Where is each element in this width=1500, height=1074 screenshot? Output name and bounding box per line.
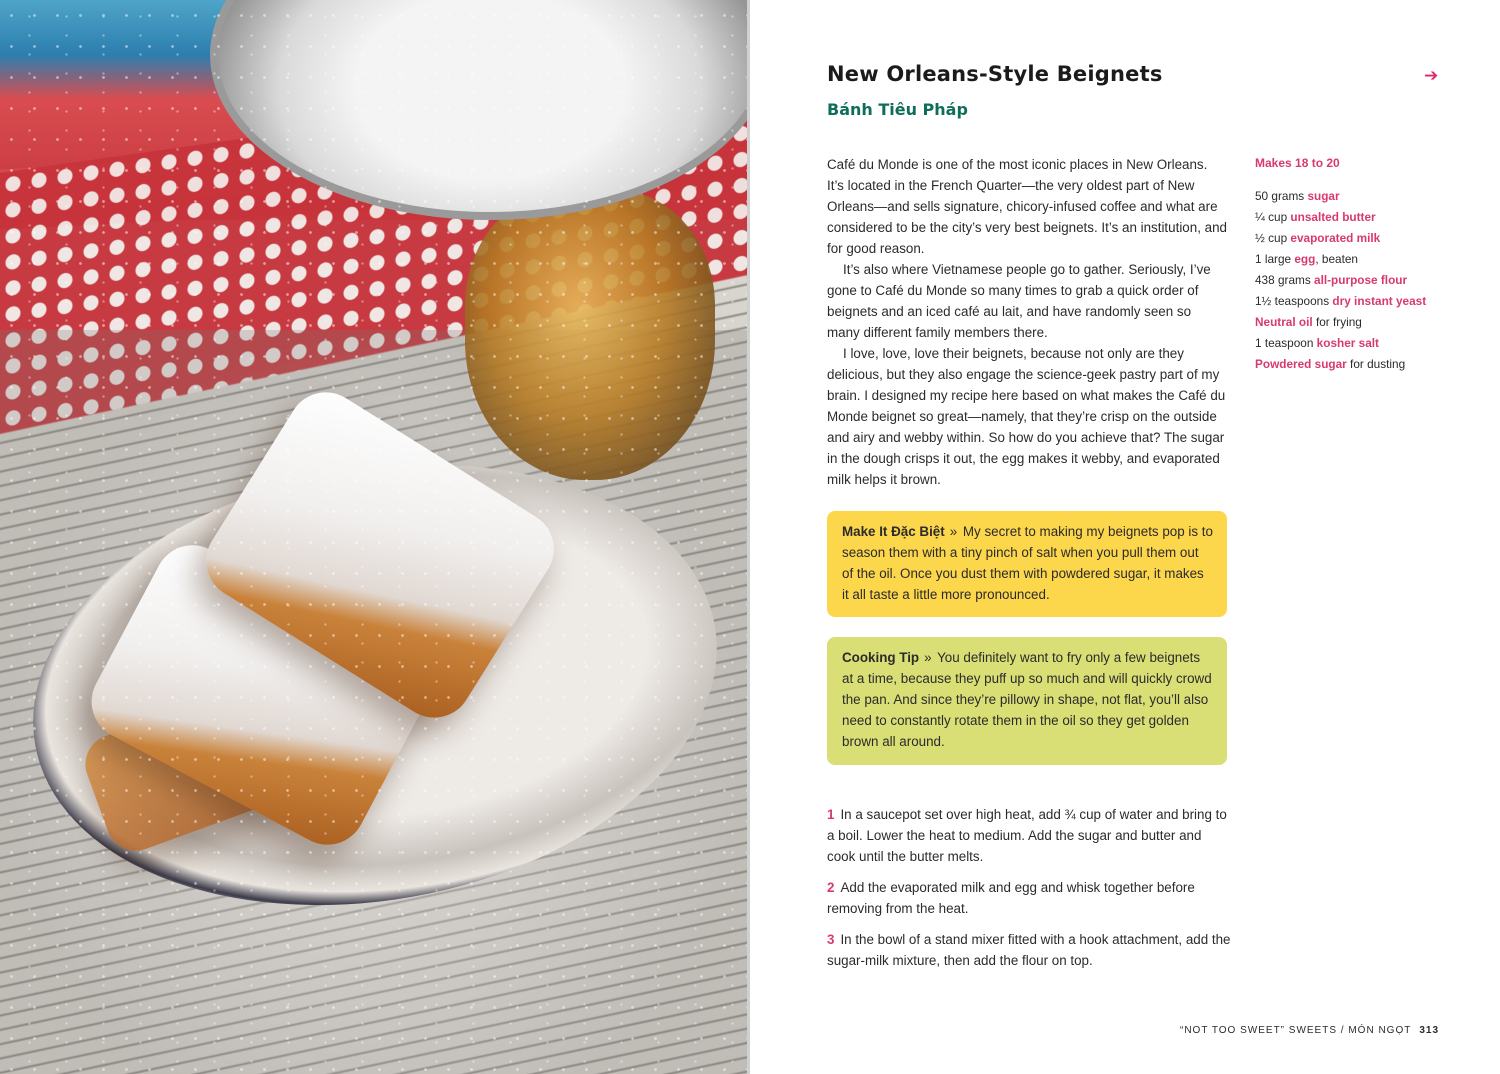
arrow-right-icon: ➔	[1424, 66, 1439, 86]
intro-paragraph: Café du Monde is one of the most iconic places in New Orleans. It’s located in the French Quarter—the very oldest part of New Orleans—and sells signature, chicory-infused coffee and what are considered to be the city’s very best beignets. It’s an institution, and for good reason.	[827, 157, 1227, 256]
step-number: 1	[827, 807, 835, 822]
ingredient-item: 1 teaspoon kosher salt	[1255, 336, 1379, 350]
ingredient-list	[1255, 186, 1455, 375]
callout-label: Cooking Tip	[842, 650, 920, 665]
ingredient-item: Powdered sugar for dusting	[1255, 357, 1406, 371]
ingredient-item: 1 large egg, beaten	[1255, 252, 1358, 266]
footer-section: “NOT TOO SWEET” SWEETS / MÓN NGỌT	[1180, 1025, 1412, 1036]
make-it-dac-biet-callout	[827, 511, 1227, 617]
intro-paragraph: I love, love, love their beignets, because not only are they delicious, but they also engage the science-geek pastry part of my brain. I designed my recipe here based on what makes the Café du Monde beignet so great—namely, that they’re crisp on the outside and airy and webby within. So how do you achieve that? The sugar in the dough crisps it out, the egg makes it webby, and evaporated milk helps it brown.	[827, 346, 1226, 487]
callout-text: My secret to making my beignets pop is to season them with a tiny pinch of salt when you pull them out of the oil. Once you dust them with powdered sugar, it makes it all taste a little more pronounced.	[842, 524, 1213, 602]
callout-text: You definitely want to fry only a few beignets at a time, because they puff up so much and will quickly crowd the pan. And since they’re pillowy in shape, not flat, you’ll also need to constantly rotate them in the oil so they get golden brown all around.	[842, 650, 1212, 749]
callout-separator: »	[924, 650, 932, 665]
step-number: 3	[827, 932, 835, 947]
step-text: In a saucepot set over high heat, add ¾ cup of water and bring to a boil. Lower the heat to medium. Add the sugar and butter and cook until the butter melts.	[827, 807, 1227, 864]
recipe-subtitle: Bánh Tiêu Pháp	[827, 100, 968, 119]
recipe-step	[827, 877, 1232, 919]
ingredient-item: 1½ teaspoons dry instant yeast	[1255, 294, 1427, 308]
ingredient-item: Neutral oil for frying	[1255, 315, 1362, 329]
callout-separator: »	[949, 524, 958, 539]
step-text: Add the evaporated milk and egg and whisk together before removing from the heat.	[827, 880, 1195, 916]
recipe-steps	[827, 804, 1232, 981]
intro-paragraph: It’s also where Vietnamese people go to gather. Seriously, I’ve gone to Café du Monde so many times to grab a quick order of beignets and an iced café au lait, and have randomly seen so many different family members there.	[827, 262, 1211, 340]
recipe-title: New Orleans-Style Beignets	[827, 62, 1163, 86]
recipe-step	[827, 804, 1232, 867]
ingredient-item: ½ cup evaporated milk	[1255, 231, 1381, 245]
callout-label: Make It Đặc Biệt	[842, 524, 945, 539]
step-number: 2	[827, 880, 835, 895]
cooking-tip-callout	[827, 637, 1227, 765]
ingredient-item: ¼ cup unsalted butter	[1255, 210, 1376, 224]
ingredient-item: 438 grams all-purpose flour	[1255, 273, 1408, 287]
recipe-yield: Makes 18 to 20	[1255, 156, 1340, 170]
step-text: In the bowl of a stand mixer fitted with a hook attachment, add the sugar-milk mixture, then add the flour on top.	[827, 932, 1231, 968]
recipe-step	[827, 929, 1232, 971]
page-footer	[1180, 1025, 1439, 1036]
recipe-intro	[827, 154, 1227, 490]
page-number: 313	[1419, 1025, 1440, 1036]
page-gutter	[747, 0, 750, 1074]
ingredient-item: 50 grams sugar	[1255, 189, 1340, 203]
